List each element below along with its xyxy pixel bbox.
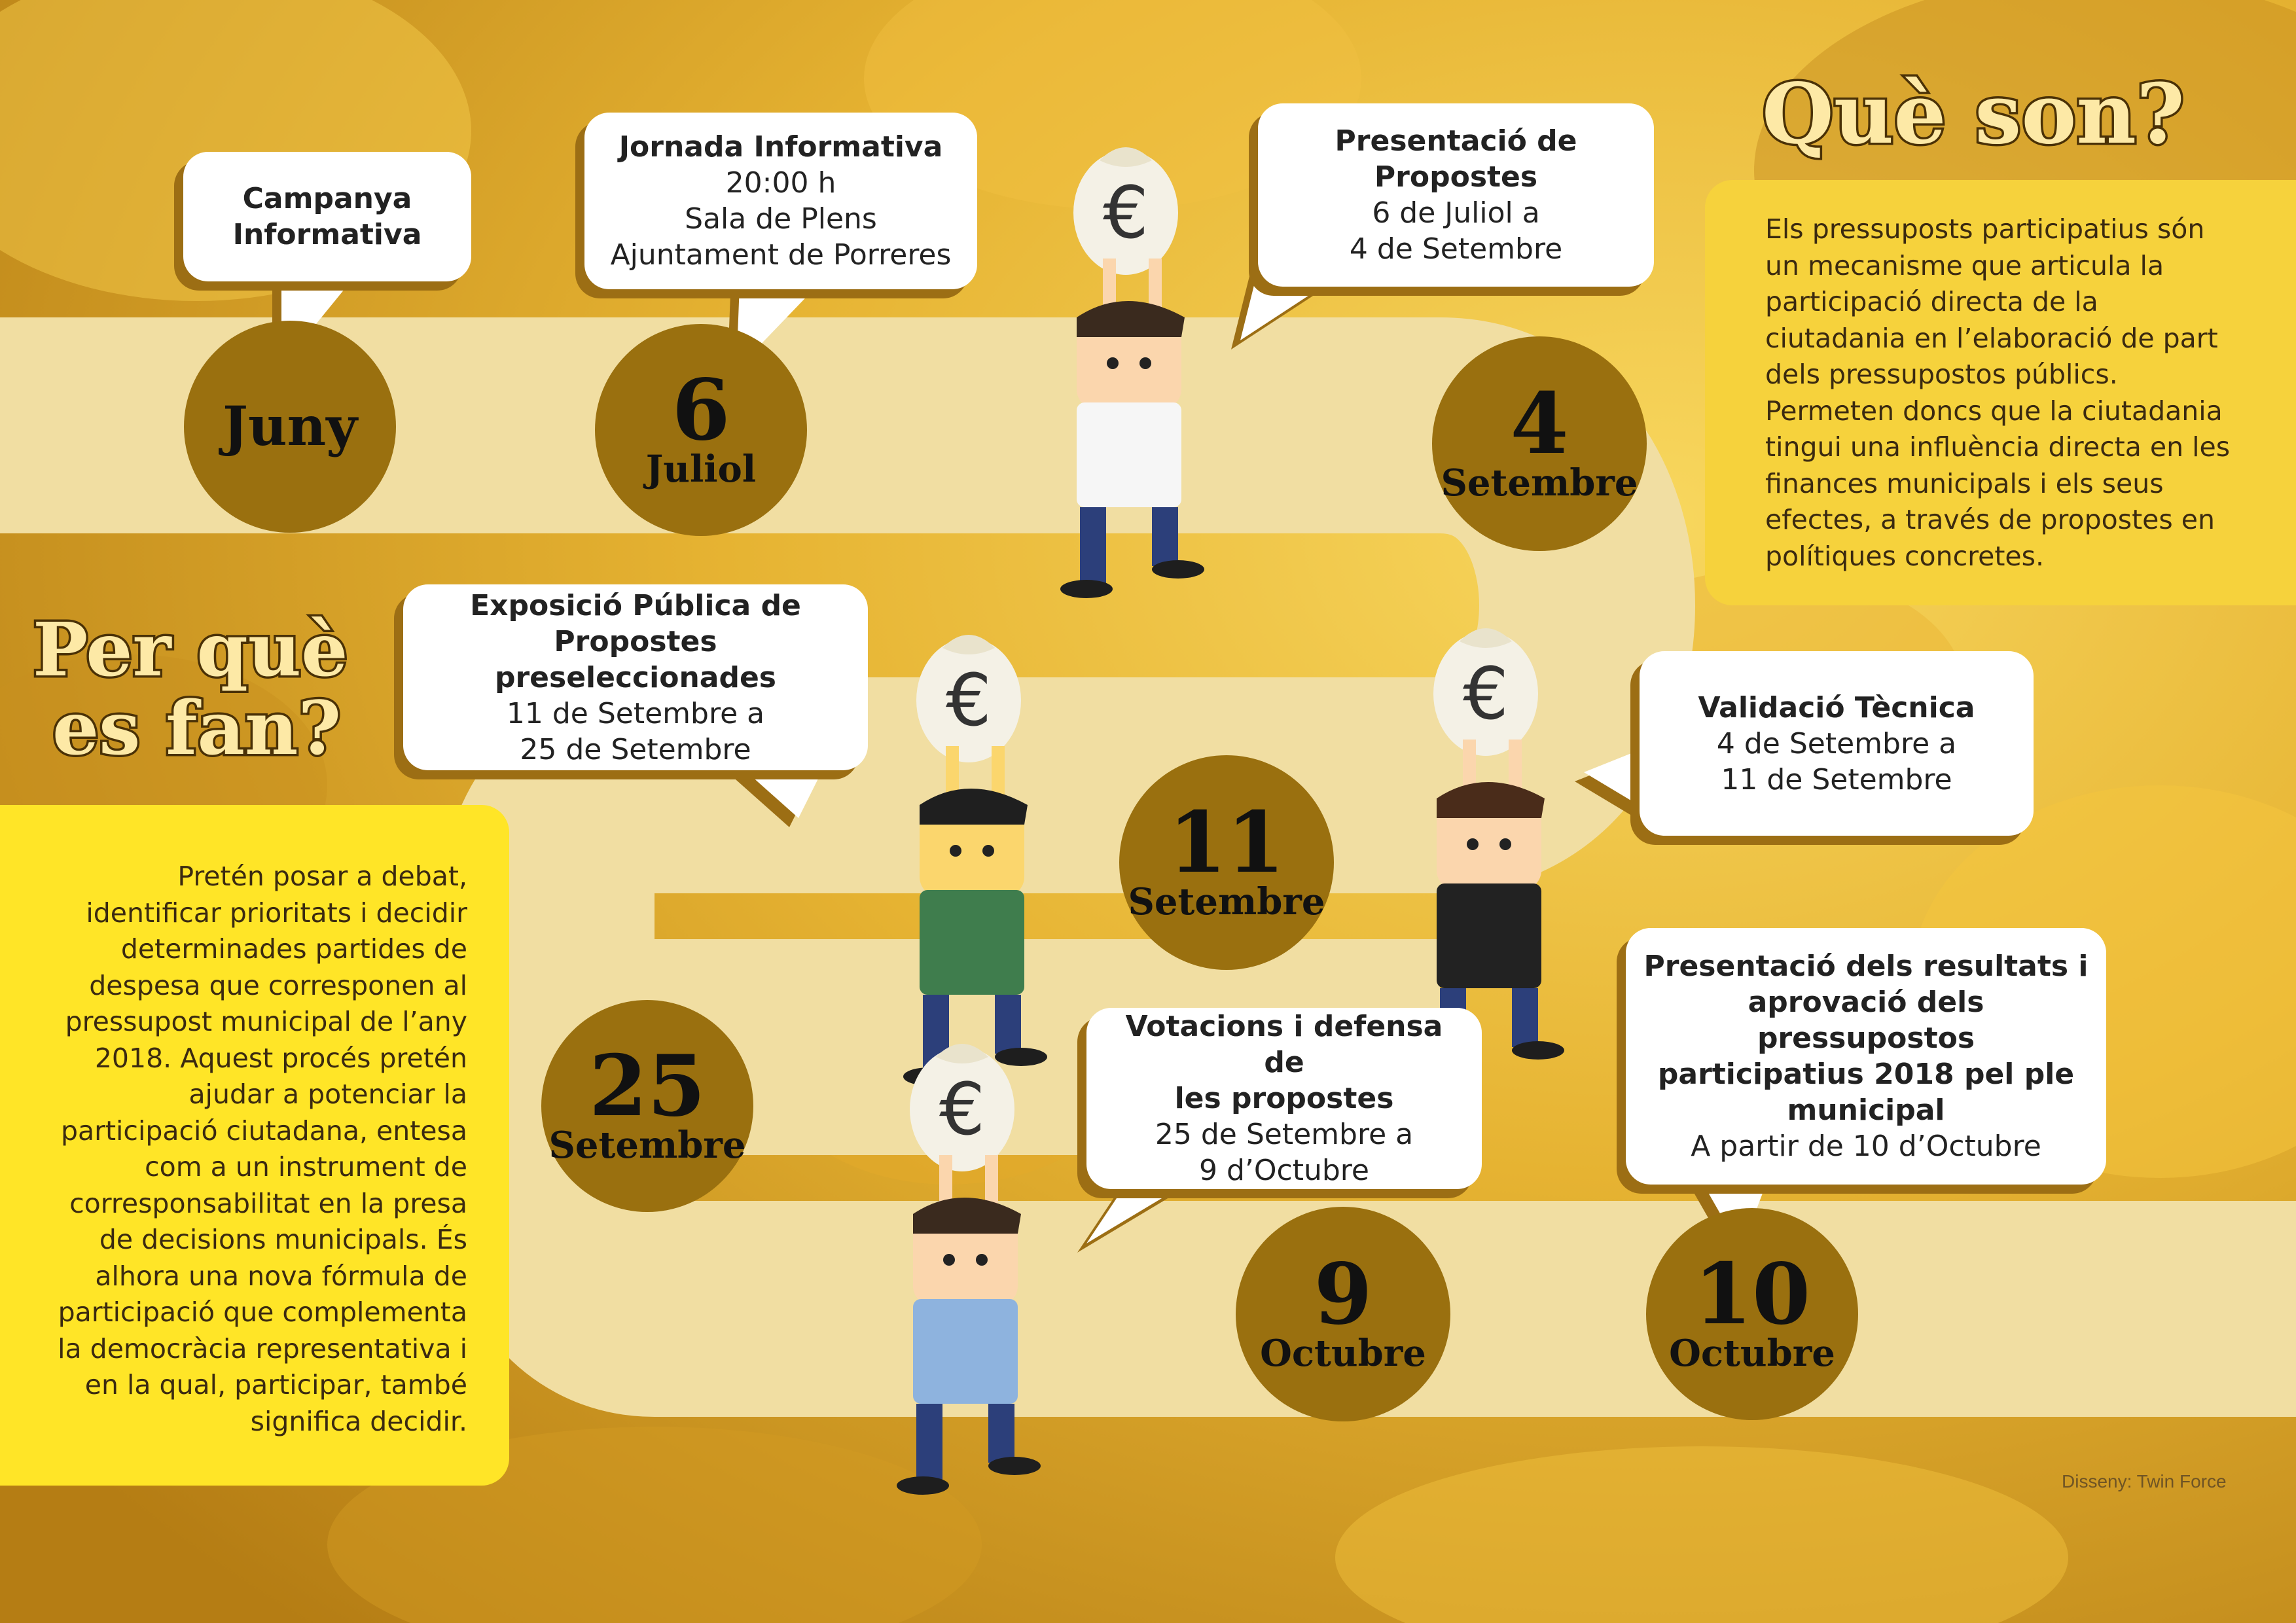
event-bubble	[584, 113, 977, 289]
heading-que-son-text: Què son?	[1762, 65, 2185, 162]
event-bubble	[403, 584, 868, 770]
panel-text-line: Permeten doncs que la ciutadania	[1765, 395, 2223, 427]
panel-text-line: Pretén posar a debat,	[177, 861, 467, 892]
milestone-circle	[1432, 336, 1647, 551]
panel-text-line: 2018. Aquest procés pretén	[94, 1042, 467, 1074]
event-detail: 25 de Setembre	[520, 732, 751, 766]
event-title: Presentació dels resultats i	[1643, 950, 2089, 983]
event-title: participatius 2018 pel ple	[1657, 1058, 2075, 1091]
panel-text-line: la democràcia representativa i	[58, 1332, 467, 1364]
event-detail: 4 de Setembre	[1349, 232, 1563, 266]
event-title: Jornada Informativa	[619, 130, 943, 164]
panel-text-line: alhora una nova fórmula de	[95, 1260, 467, 1292]
event-title: municipal	[1787, 1094, 1945, 1127]
milestone-day: 6	[672, 361, 730, 459]
event-detail: 6 de Juliol a	[1372, 196, 1540, 230]
panel-text-line: ciutadania en l’elaboració de part	[1765, 322, 2218, 354]
event-bubble	[1086, 1008, 1482, 1189]
event-title: les propostes	[1174, 1082, 1394, 1115]
panel-text-line: polítiques concretes.	[1765, 540, 2045, 572]
milestone-day: 4	[1510, 375, 1569, 473]
event-title: Exposició Pública de	[470, 588, 801, 622]
milestone-month: Setembre	[1128, 880, 1325, 923]
milestone-month: Setembre	[1441, 461, 1638, 505]
panel-text-line: Els pressuposts participatius són	[1765, 213, 2205, 245]
milestone-circle	[1646, 1208, 1858, 1420]
event-detail: A partir de 10 d’Octubre	[1691, 1130, 2041, 1163]
event-title: Validació Tècnica	[1698, 690, 1975, 724]
panel-text-line: un mecanisme que articula la	[1765, 249, 2164, 281]
event-detail: 11 de Setembre	[1721, 762, 1952, 796]
heading-per-que-line1: Per què	[33, 607, 348, 693]
panel-text-line: pressupost municipal de l’any	[65, 1006, 467, 1037]
event-title: Votacions i defensa de	[1125, 1010, 1443, 1079]
heading-per-que-line2: es fan?	[52, 686, 342, 772]
panel-text-line: efectes, a través de propostes en	[1765, 504, 2215, 535]
money-bag-icon: €	[946, 658, 992, 742]
panel-text-line: participació directa de la	[1765, 286, 2098, 317]
panel-text-line: identificar prioritats i decidir	[86, 897, 467, 929]
event-bubble	[1626, 928, 2106, 1185]
panel-text-line: dels pressupostos públics.	[1765, 359, 2118, 390]
event-detail: 4 de Setembre a	[1716, 726, 1957, 760]
milestone-day: 9	[1314, 1245, 1372, 1344]
panel-per-que	[0, 805, 509, 1486]
event-title: aprovació dels pressupostos	[1748, 986, 1984, 1055]
event-title: Campanya	[242, 182, 412, 215]
panel-text-line: com a un instrument de	[145, 1151, 467, 1183]
money-bag-icon: €	[1463, 652, 1509, 736]
panel-text-line: en la qual, participar, també	[84, 1369, 467, 1400]
event-detail: 9 d’Octubre	[1199, 1154, 1369, 1187]
milestone-month: Octubre	[1669, 1332, 1835, 1375]
milestone-day: 11	[1168, 794, 1285, 892]
milestone-month: Juliol	[645, 448, 757, 491]
event-detail: 25 de Setembre a	[1155, 1118, 1414, 1151]
event-bubble	[1640, 651, 2034, 836]
milestone-day: 25	[588, 1037, 706, 1135]
event-detail: Sala de Plens	[685, 202, 877, 236]
panel-text-line: despesa que corresponen al	[89, 969, 467, 1001]
milestone-circle	[595, 324, 807, 536]
event-title: Propostes	[1374, 160, 1538, 194]
panel-text-line: ajudar a potenciar la	[188, 1079, 467, 1110]
panel-text-line: determinades partides de	[120, 933, 467, 965]
event-detail: Ajuntament de Porreres	[610, 238, 952, 272]
milestone-circle	[541, 1000, 753, 1212]
milestone-month: Octubre	[1260, 1332, 1426, 1375]
heading-per-que	[26, 602, 393, 779]
panel-text-line: finances municipals i els seus	[1765, 467, 2164, 499]
event-detail: 11 de Setembre a	[506, 696, 765, 730]
event-bubble	[1258, 103, 1654, 287]
event-title: Informativa	[232, 218, 422, 251]
panel-text-line: tingui una influència directa en les	[1765, 431, 2231, 463]
panel-text-line: significa decidir.	[250, 1405, 467, 1437]
heading-que-son	[1754, 59, 2225, 170]
milestone-circle	[184, 321, 396, 533]
milestone-day: 10	[1693, 1245, 1811, 1344]
milestone-circle	[1236, 1207, 1450, 1421]
credit-text: Disseny: Twin Force	[2062, 1471, 2227, 1491]
panel-text-line: participació que complementa	[58, 1296, 467, 1328]
event-detail: 20:00 h	[725, 166, 836, 200]
event-bubble	[183, 152, 471, 281]
panel-que-son	[1705, 180, 2296, 605]
money-bag-icon: €	[1103, 171, 1149, 255]
panel-text-line: corresponsabilitat en la presa	[69, 1187, 467, 1219]
panel-text-line: participació ciutadana, entesa	[60, 1115, 467, 1147]
money-bag-icon: €	[939, 1067, 985, 1151]
event-title: Presentació de	[1335, 124, 1577, 158]
milestone-month: Juny	[223, 395, 357, 458]
milestone-month: Setembre	[548, 1124, 746, 1167]
milestone-circle	[1119, 755, 1334, 970]
panel-text-line: de decisions municipals. És	[99, 1224, 467, 1255]
event-title: Propostes preseleccionades	[494, 624, 776, 694]
